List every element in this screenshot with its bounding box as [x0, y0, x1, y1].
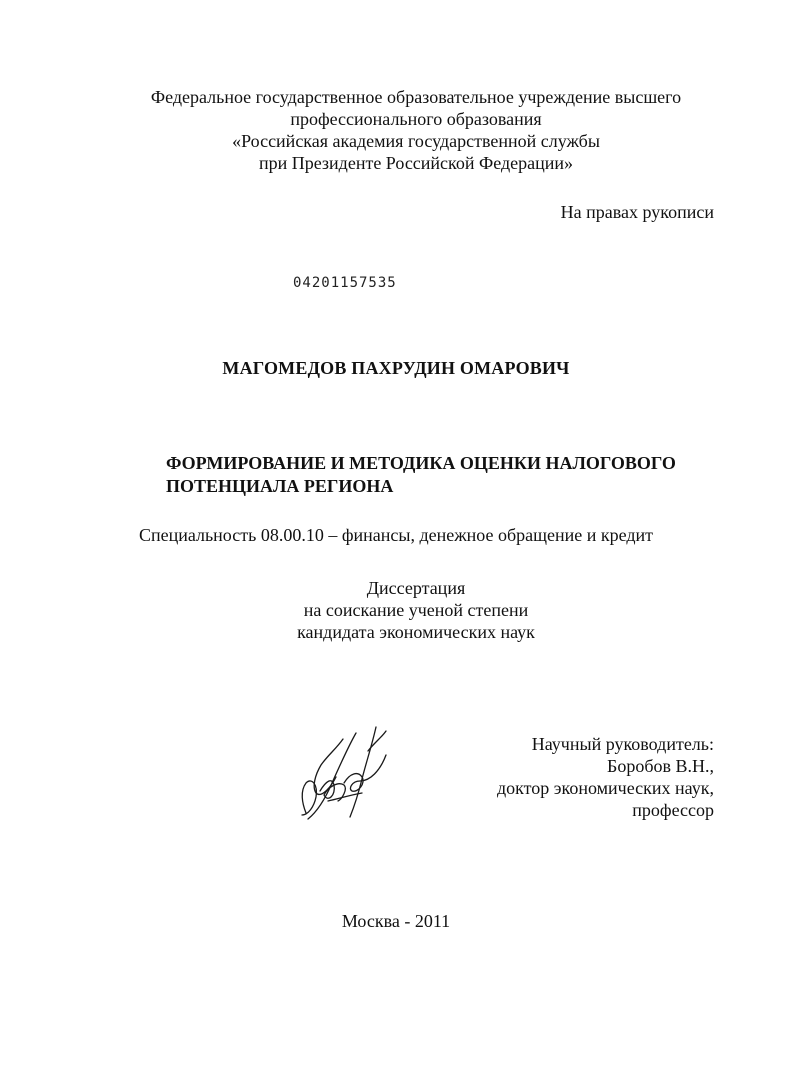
supervisor-line: Научный руководитель: [531, 734, 714, 754]
handwritten-signature [288, 725, 398, 825]
degree-block [100, 577, 732, 643]
supervisor-block [497, 733, 714, 821]
institution-line: «Российская академия государственной службы [232, 131, 600, 151]
supervisor-line: доктор экономических наук, [497, 778, 714, 798]
institution-line: при Президенте Российской Федерации» [258, 153, 574, 173]
supervisor-line: профессор [632, 800, 714, 820]
institution-line: Федеральное государственное образовательное учреждение высшего [150, 87, 682, 107]
title-line: ПОТЕНЦИАЛА РЕГИОНА [166, 476, 394, 496]
institution-line: профессионального образования [290, 109, 542, 129]
degree-line: Диссертация [366, 578, 466, 598]
degree-line: кандидата экономических наук [297, 622, 535, 642]
manuscript-note: На правах рукописи [560, 202, 714, 222]
title-line: ФОРМИРОВАНИЕ И МЕТОДИКА ОЦЕНКИ НАЛОГОВОГО [166, 453, 676, 473]
specialty-line: Специальность 08.00.10 – финансы, денежное обращение и кредит [138, 525, 654, 545]
supervisor-line: Боробов В.Н., [607, 756, 714, 776]
city-year: Москва - 2011 [341, 911, 451, 931]
dissertation-title [166, 452, 726, 498]
degree-line: на соискание ученой степени [303, 600, 529, 620]
registration-number: 04201157535 [293, 275, 397, 291]
author-name: МАГОМЕДОВ ПАХРУДИН ОМАРОВИЧ [222, 358, 570, 378]
institution-header [100, 86, 732, 174]
